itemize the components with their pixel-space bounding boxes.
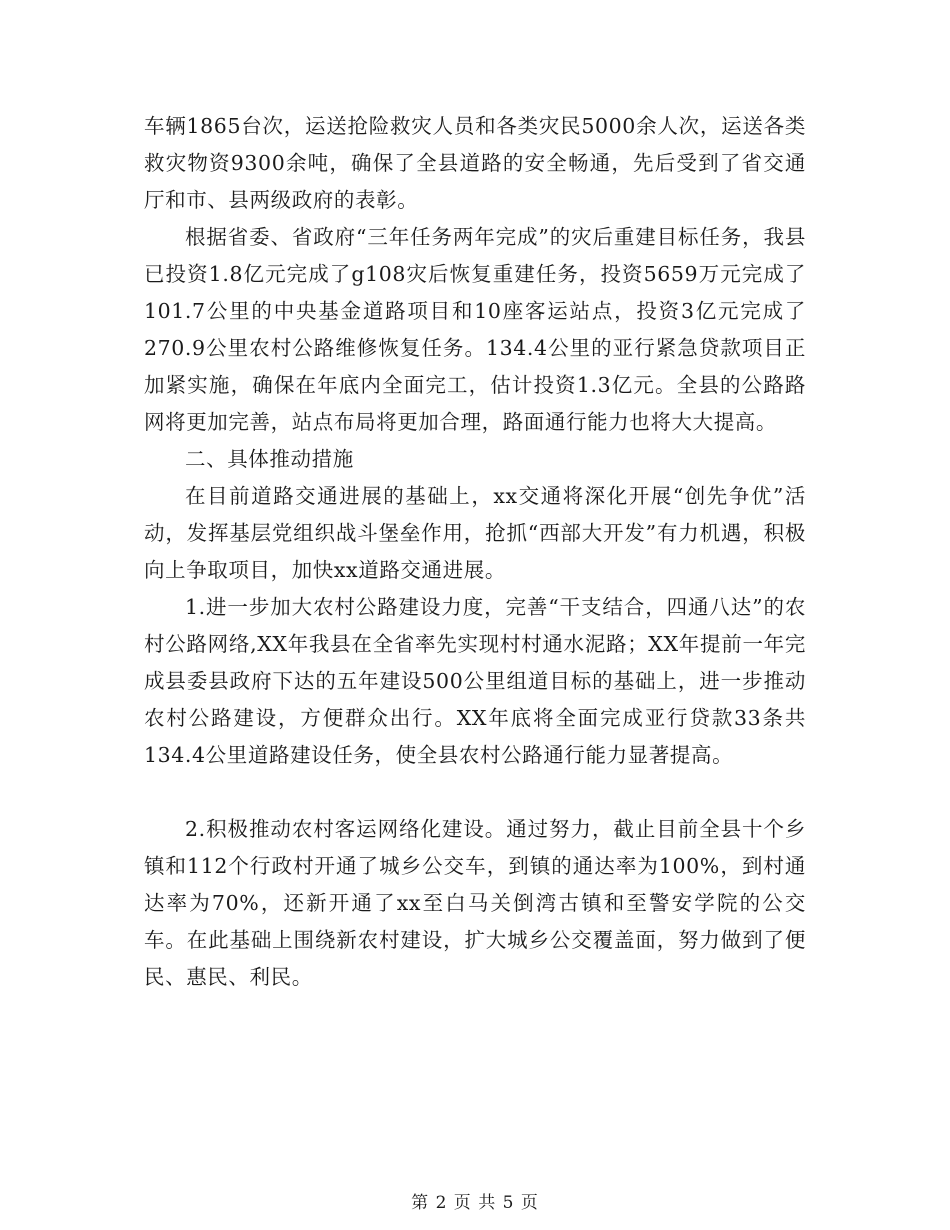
paragraph-rural-road-construction: 1.进一步加大农村公路建设力度，完善“干支结合，四通八达”的农村公路网络,XX年我县在全省率先实现村村通水泥路；XX年提前一年完成县委县政府下达的五年建设500公里组道目标的基础上，进一步推动农村公路建设，方便群众出行。XX年底将全面完成亚行贷款33条共134.4公里道路建设任务，使全县农村公路通行能力显著提高。 (144, 595, 806, 767)
paragraph-development-basis: 在目前道路交通进展的基础上，xx交通将深化开展“创先争优”活动，发挥基层党组织战斗堡垒作用，抢抓“西部大开发”有力机遇，积极向上争取项目，加快xx道路交通进展。 (144, 484, 806, 582)
section-heading-measures: 二、具体推动措施 (185, 447, 354, 471)
page-number-footer: 第 2 页 共 5 页 (411, 1193, 539, 1213)
paragraph-relief-transport: 车辆1865台次，运送抢险救灾人员和各类灾民5000余人次，运送各类救灾物资9300余吨，确保了全县道路的安全畅通，先后受到了省交通厅和市、县两级政府的表彰。 (144, 114, 806, 212)
paragraph-reconstruction: 根据省委、省政府“三年任务两年完成”的灾后重建目标任务，我县已投资1.8亿元完成了g108灾后恢复重建任务，投资5659万元完成了101.7公里的中央基金道路项目和10座客运站点，投资3亿元完成了270.9公里农村公路维修恢复任务。134.4公里的亚行紧急贷款项目正加紧实施，确保在年底内全面完工，估计投资1.3亿元。全县的公路路网将更加完善，站点布局将更加合理，路面通行能力也将大大提高。 (144, 225, 806, 434)
document-body (144, 108, 806, 996)
paragraph-spacer (144, 774, 806, 811)
paragraph-rural-bus-network: 2.积极推动农村客运网络化建设。通过努力，截止目前全县十个乡镇和112个行政村开通了城乡公交车，到镇的通达率为100%，到村通达率为70%，还新开通了xx至白马关倒湾古镇和至警安学院的公交车。在此基础上围绕新农村建设，扩大城乡公交覆盖面，努力做到了便民、惠民、利民。 (144, 817, 806, 989)
